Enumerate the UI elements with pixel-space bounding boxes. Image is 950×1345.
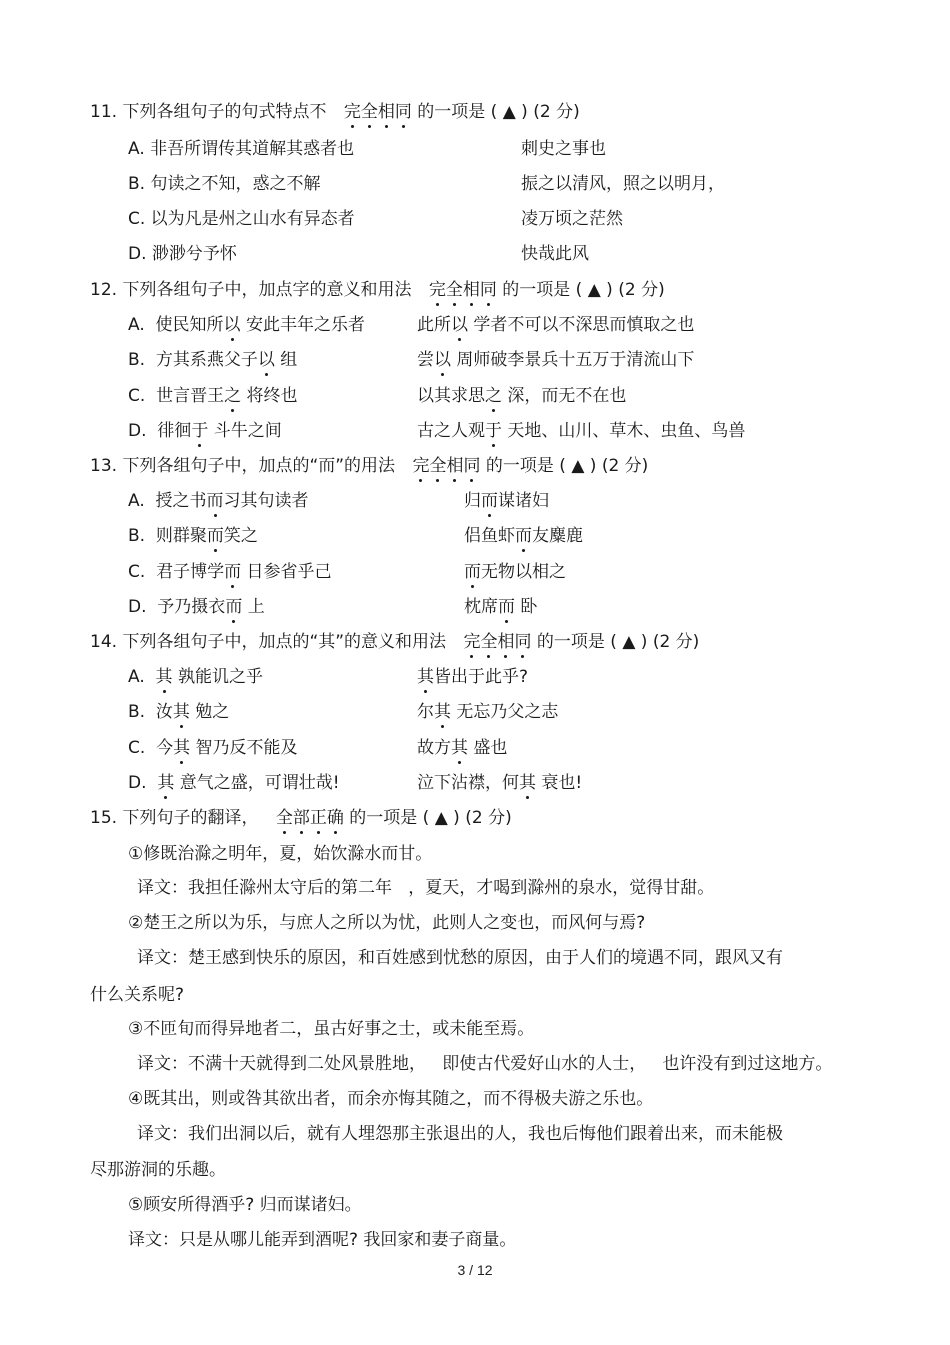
q15-sentence-2: ②楚王之所以为乐，与庶人之所以为忧，此则人之变也，而风何与焉?	[128, 913, 646, 933]
dotted-char: 全	[429, 456, 447, 476]
option-text-before: 尔	[417, 702, 434, 722]
q11-option-b-right: 振之以清风，照之以明月，	[521, 174, 725, 194]
dotted-key-char: 其	[434, 702, 451, 722]
q13-option-a-left	[128, 489, 309, 513]
q15-translation-3: 译文：不满十天就得到二处风景胜地， 即使古代爱好山水的人士， 也许没有到过这地方。	[137, 1054, 833, 1074]
q15-translation-2-line-2: 什么关系呢?	[90, 985, 185, 1005]
dotted-key-char: 其	[451, 738, 468, 758]
option-text-after: 智乃反不能及	[190, 738, 298, 758]
stem-text: 12. 下列各组句子中，加点字的意义和用法	[90, 280, 412, 300]
option-text-after: 周师破李景兵十五万于清流山下	[451, 350, 695, 370]
q15-sentence-4: ④既其出，则或咎其欲出者，而余亦悔其随之，而不得极夫游之乐也。	[128, 1089, 654, 1109]
dotted-char: 完	[463, 632, 481, 652]
stem-suffix: 的一项是 ( ▲ ) (2 分)	[485, 456, 649, 476]
dotted-char: 正	[309, 808, 327, 828]
option-text-after: 衰也!	[536, 773, 583, 793]
q12-option-b-left	[128, 348, 297, 372]
dotted-key-char: 而	[206, 526, 224, 546]
option-text-before: C. 今	[128, 738, 174, 758]
question-12-stem	[90, 278, 665, 302]
dotted-char: 同	[479, 280, 497, 300]
dotted-char: 确	[326, 808, 344, 828]
q11-option-b-left: B. 句读之不知，惑之不解	[128, 174, 321, 194]
option-text-after: 将终也	[241, 386, 298, 406]
q11-option-a-left: A. 非吾所谓传其道解其惑者也	[128, 139, 355, 159]
dotted-char: 全	[480, 632, 498, 652]
stem-text: 11. 下列各组句子的句式特点不	[90, 102, 327, 122]
dotted-key-char: 以	[223, 315, 241, 335]
dotted-key-char: 而	[481, 491, 498, 511]
q14-option-b-right	[417, 700, 558, 724]
q14-option-d-left	[128, 771, 340, 795]
q15-translation-4-line-1: 译文：我们出洞以后，就有人埋怨那主张退出的人，我也后悔他们跟着出来，而未能极	[137, 1124, 783, 1144]
dotted-char: 同	[514, 632, 532, 652]
option-text-before: A. 授之书	[128, 491, 207, 511]
q14-option-b-left	[128, 700, 229, 724]
option-text-before: B. 汝	[128, 702, 173, 722]
q14-option-c-right	[417, 736, 507, 760]
q12-option-c-right	[417, 384, 626, 408]
q13-option-b-left	[128, 524, 258, 548]
q12-option-b-right	[417, 348, 694, 372]
option-text-before: C. 君子博学	[128, 562, 225, 582]
option-text-after: 意气之盛，可谓壮哉!	[174, 773, 340, 793]
dotted-key-char: 之	[485, 386, 502, 406]
option-text-after: 组	[274, 350, 298, 370]
dotted-key-char: 而	[515, 526, 532, 546]
q11-option-d-left: D. 渺渺兮予怀	[128, 244, 237, 264]
dotted-char: 全	[445, 280, 463, 300]
option-text-after: 无物以相之	[481, 562, 566, 582]
stem-suffix: 的一项是 ( ▲ ) (2 分)	[536, 632, 700, 652]
option-text-before: 枕席	[464, 597, 498, 617]
question-15-stem	[90, 806, 512, 830]
stem-text: 13. 下列各组句子中，加点的“而”的用法	[90, 456, 396, 476]
option-text-before: B. 则群聚	[128, 526, 207, 546]
dotted-char: 全	[275, 808, 293, 828]
emphasis-text	[429, 280, 497, 300]
option-text-before: D.	[128, 773, 158, 793]
q12-option-a-left	[128, 313, 365, 337]
dotted-char: 同	[394, 102, 412, 122]
option-text-after: 勉之	[189, 702, 230, 722]
q15-translation-5: 译文：只是从哪儿能弄到酒呢? 我回家和妻子商量。	[128, 1230, 517, 1250]
dotted-key-char: 之	[224, 386, 242, 406]
dotted-key-char: 其	[417, 667, 434, 687]
dotted-key-char: 而	[498, 597, 515, 617]
option-text-before: 以其求思	[417, 386, 485, 406]
dotted-key-char: 而	[206, 491, 224, 511]
emphasis-text	[463, 632, 531, 652]
stem-suffix: 的一项是 ( ▲ ) (2 分)	[417, 102, 580, 122]
stem-text: 15. 下列句子的翻译，	[90, 808, 259, 828]
option-text-after: 皆出于此乎?	[434, 667, 529, 687]
dotted-key-char: 其	[155, 667, 173, 687]
q15-translation-4-line-2: 尽那游洞的乐趣。	[90, 1160, 226, 1180]
option-text-before: A. 使民知所	[128, 315, 224, 335]
dotted-key-char: 以	[434, 350, 451, 370]
option-text-after: 谋诸妇	[498, 491, 549, 511]
option-text-after: 天地、山川、草木、虫鱼、鸟兽	[502, 421, 746, 441]
q13-option-b-right	[464, 524, 583, 548]
dotted-char: 相	[377, 102, 395, 122]
dotted-char: 同	[463, 456, 481, 476]
dotted-char: 相	[497, 632, 515, 652]
dotted-key-char: 其	[172, 702, 190, 722]
dotted-key-char: 其	[157, 773, 175, 793]
q12-option-c-left	[128, 384, 298, 408]
question-14-stem	[90, 630, 699, 654]
stem-suffix: 的一项是 ( ▲ ) (2 分)	[502, 280, 665, 300]
option-text-before: 古之人观	[417, 421, 485, 441]
dotted-char: 相	[446, 456, 464, 476]
dotted-key-char: 于	[485, 421, 502, 441]
option-text-after: 深，而无不在也	[502, 386, 627, 406]
option-text-after: 学者不可以不深思而慎取之也	[468, 315, 695, 335]
q11-option-d-right: 快哉此风	[521, 244, 589, 264]
option-text-after: 日参省乎己	[241, 562, 332, 582]
dotted-char: 相	[462, 280, 480, 300]
question-11-stem	[90, 100, 580, 124]
question-13-stem	[90, 454, 648, 478]
dotted-key-char: 以	[257, 350, 275, 370]
option-text-before: C. 世言晋王	[128, 386, 225, 406]
q12-option-d-right	[417, 419, 745, 443]
q14-option-d-right	[417, 771, 582, 795]
q12-option-a-right	[417, 313, 694, 337]
q14-option-a-left	[128, 665, 263, 689]
option-text-after: 上	[242, 597, 265, 617]
option-text-after: 孰能讥之乎	[172, 667, 263, 687]
dotted-key-char: 而	[225, 597, 243, 617]
option-text-before: 泣下沾襟，何	[417, 773, 519, 793]
q11-option-c-right: 凌万顷之茫然	[521, 209, 623, 229]
option-text-before: D. 徘徊	[128, 421, 192, 441]
dotted-key-char: 以	[451, 315, 468, 335]
q12-option-d-left	[128, 419, 282, 443]
q15-translation-1: 译文：我担任滁州太守后的第二年 ，夏天，才喝到滁州的泉水，觉得甘甜。	[137, 878, 715, 898]
q13-option-a-right	[464, 489, 549, 513]
option-text-before: 此所	[417, 315, 451, 335]
option-text-after: 友麋鹿	[532, 526, 583, 546]
dotted-char: 完	[412, 456, 430, 476]
emphasis-text	[344, 102, 412, 122]
option-text-after: 安此丰年之乐者	[240, 315, 365, 335]
option-text-after: 无忘乃父之志	[451, 702, 559, 722]
q13-option-c-left	[128, 560, 332, 584]
q15-sentence-1: ①修既治滁之明年，夏，始饮滁水而甘。	[128, 844, 433, 864]
dotted-key-char: 而	[224, 562, 242, 582]
emphasis-text	[276, 808, 344, 828]
emphasis-text	[412, 456, 480, 476]
option-text-before: 侣鱼虾	[464, 526, 515, 546]
dotted-key-char: 而	[464, 562, 481, 582]
q13-option-d-left	[128, 595, 265, 619]
dotted-char: 部	[292, 808, 310, 828]
q15-sentence-3: ③不匝旬而得异地者二，虽古好事之士，或未能至焉。	[128, 1019, 535, 1039]
option-text-after: 斗牛之间	[208, 421, 282, 441]
option-text-after: 习其句读者	[223, 491, 309, 511]
option-text-after: 卧	[515, 597, 538, 617]
option-text-after: 笑之	[223, 526, 258, 546]
stem-suffix: 的一项是 ( ▲ ) (2 分)	[349, 808, 512, 828]
dotted-char: 完	[428, 280, 446, 300]
dotted-char: 完	[343, 102, 361, 122]
q13-option-c-right	[464, 560, 566, 584]
option-text-before: D. 予乃摄衣	[128, 597, 226, 617]
option-text-after: 盛也	[468, 738, 508, 758]
q14-option-a-right	[417, 665, 528, 689]
dotted-key-char: 于	[191, 421, 209, 441]
option-text-before: B. 方其系燕父子	[128, 350, 258, 370]
q15-sentence-5: ⑤顾安所得酒乎? 归而谋诸妇。	[128, 1195, 362, 1215]
dotted-char: 全	[360, 102, 378, 122]
q11-option-a-right: 刺史之事也	[521, 139, 606, 159]
dotted-key-char: 其	[173, 738, 191, 758]
option-text-before: A.	[128, 667, 156, 687]
option-text-before: 归	[464, 491, 481, 511]
dotted-key-char: 其	[519, 773, 536, 793]
q11-option-c-left: C. 以为凡是州之山水有异态者	[128, 209, 355, 229]
stem-text: 14. 下列各组句子中，加点的“其”的意义和用法	[90, 632, 447, 652]
q14-option-c-left	[128, 736, 298, 760]
q15-translation-2-line-1: 译文：楚王感到快乐的原因，和百姓感到忧愁的原因，由于人们的境遇不同，跟风又有	[137, 948, 783, 968]
q13-option-d-right	[464, 595, 537, 619]
option-text-before: 故方	[417, 738, 451, 758]
page-number: 3 / 12	[457, 1262, 493, 1278]
option-text-before: 尝	[417, 350, 434, 370]
